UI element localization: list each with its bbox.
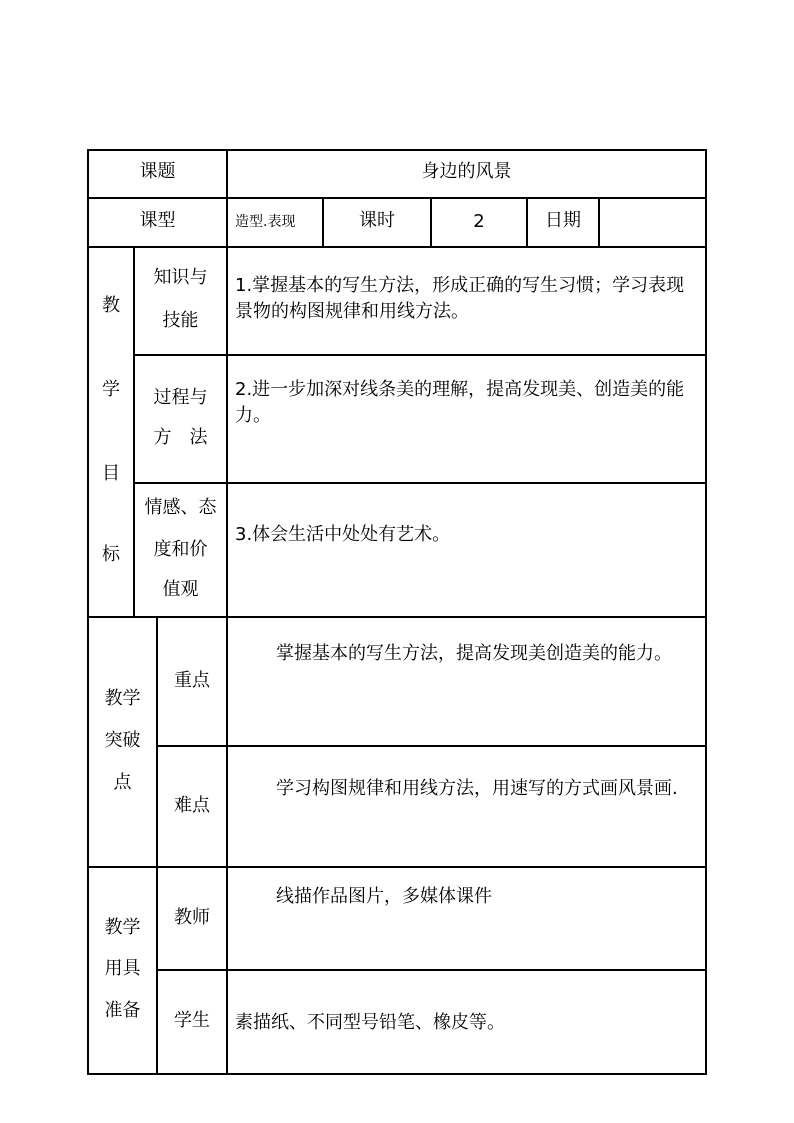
objective-knowledge-content: 1.掌握基本的写生方法，形成正确的写生习惯；学习表现景物的构图规律和用线方法。	[235, 275, 685, 322]
topic-value: 身边的风景	[421, 161, 512, 182]
objectives-label-char: 标	[102, 544, 120, 565]
objective-emotion-content: 3.体会生活中处处有艺术。	[235, 524, 451, 545]
key-point-content: 掌握基本的写生方法，提高发现美创造美的能力。	[276, 643, 672, 664]
objective-emotion-label-line3: 值观	[162, 579, 199, 600]
breakthrough-label-line: 点	[113, 772, 132, 793]
breakthrough-label-line: 突破	[104, 730, 141, 751]
objective-emotion-label-line1: 情感、态	[144, 497, 217, 518]
difficulty-label: 难点	[174, 795, 210, 816]
objectives-label-char: 教	[102, 295, 120, 316]
tools-label-line: 用具	[104, 958, 141, 979]
objectives-label-char: 目	[102, 463, 120, 484]
period-value: 2	[473, 211, 485, 232]
objective-process-label-line2: 方 法	[153, 427, 208, 448]
objective-emotion-label-line2: 度和价	[153, 539, 208, 560]
tools-label-line: 教学	[104, 917, 141, 938]
type-value: 造型.表现	[235, 214, 296, 230]
key-point-label: 重点	[174, 670, 210, 691]
student-content: 素描纸、不同型号铅笔、橡皮等。	[235, 1012, 505, 1033]
breakthrough-label-line: 教学	[104, 688, 141, 709]
topic-label: 课题	[139, 161, 176, 182]
date-label: 日期	[545, 210, 581, 231]
student-label: 学生	[174, 1010, 210, 1031]
objective-process-label-line1: 过程与	[153, 387, 208, 408]
difficulty-content: 学习构图规律和用线方法，用速写的方式画风景画.	[276, 778, 678, 799]
tools-label-line: 准备	[104, 1000, 141, 1021]
teacher-label: 教师	[174, 907, 210, 928]
objective-knowledge-label-line1: 知识与	[153, 267, 208, 288]
objectives-label-char: 学	[102, 379, 120, 400]
type-label: 课型	[139, 210, 176, 231]
objective-knowledge-label-line2: 技能	[162, 310, 199, 331]
objective-process-content: 2.进一步加深对线条美的理解，提高发现美、创造美的能力。	[235, 379, 685, 426]
period-label: 课时	[359, 210, 395, 231]
teacher-content: 线描作品图片，多媒体课件	[276, 886, 492, 907]
